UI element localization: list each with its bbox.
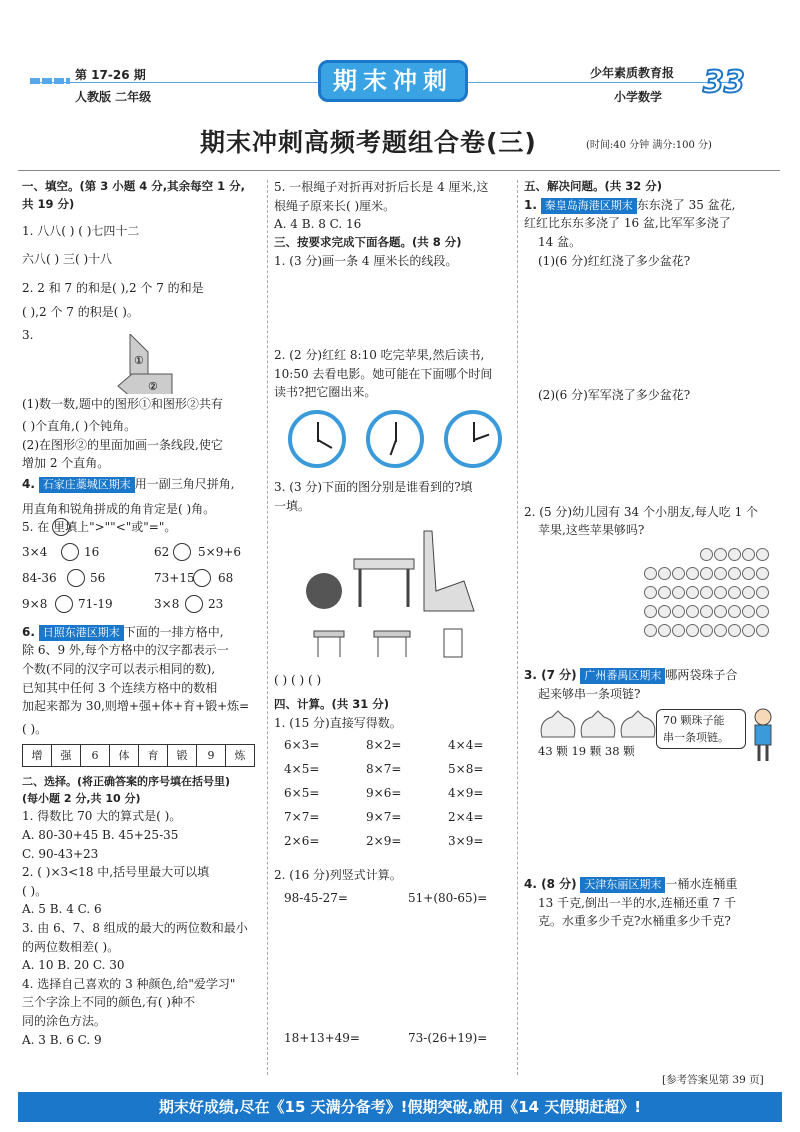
- grid-cell: 增: [23, 745, 52, 767]
- apple-icon: [742, 624, 755, 637]
- bubble-line-2: 串一条项链。: [663, 731, 729, 745]
- q5-cell: 56: [90, 570, 106, 585]
- column-3: [524, 178, 780, 1088]
- figure-label-1: ①: [134, 354, 144, 367]
- q4-tag: 石家庄藁城区期末: [39, 477, 135, 493]
- s5-q3-text: 哪两袋珠子合: [665, 667, 738, 682]
- header: [0, 0, 800, 120]
- math-item: 5×8=: [448, 762, 484, 777]
- q5-cell: 68: [218, 570, 234, 585]
- s1-q1b: 六八( ) 三( )十八: [22, 252, 113, 267]
- s4-q1: 1. (15 分)直接写得数。: [274, 715, 402, 730]
- apple-icon: [700, 586, 713, 599]
- apple-icon: [700, 567, 713, 580]
- s5-q1-num: 1.: [524, 197, 537, 212]
- section1-heading-2: 共 19 分): [22, 196, 75, 211]
- s3-q3a: 3. (3 分)下面的图分别是谁看到的?填: [274, 479, 473, 494]
- apple-icon: [728, 586, 741, 599]
- q5-cell: 9×8: [22, 596, 48, 611]
- newspaper-name: 少年素质教育报: [590, 66, 675, 80]
- answer-circle[interactable]: [61, 543, 79, 561]
- apple-icon: [714, 624, 727, 637]
- apples: [644, 548, 774, 648]
- apple-icon: [644, 624, 657, 637]
- calc-item: 73-(26+19)=: [408, 1030, 488, 1045]
- apple-icon: [700, 605, 713, 618]
- answer-reference: [参考答案见第 39 页]: [662, 1074, 764, 1086]
- apple-icon: [658, 586, 671, 599]
- s5-q2b: 苹果,这些苹果够吗?: [538, 523, 645, 538]
- page-number: 33: [703, 65, 745, 100]
- s1-q6f: ( )。: [22, 721, 48, 736]
- s5-q4b: 13 千克,倒出一半的水,连桶还重 7 千: [538, 895, 736, 910]
- math-item: 2×4=: [448, 810, 484, 825]
- s5-q4-text: 一桶水连桶重: [665, 877, 738, 892]
- s1-q6c: 个数(不同的汉字可以表示相同的数),: [22, 661, 216, 676]
- math-item: 4×9=: [448, 786, 484, 801]
- section4-heading: 四、计算。(共 31 分): [274, 696, 390, 711]
- boy-icon: [750, 707, 776, 763]
- angle-figure: [102, 334, 212, 394]
- grid-cell: 体: [110, 745, 139, 767]
- q5-cell: 84-36: [22, 570, 57, 585]
- s2-q2b: ( )。: [22, 883, 48, 898]
- apple-icon: [644, 605, 657, 618]
- apple-icon: [756, 586, 769, 599]
- apple-icon: [672, 624, 685, 637]
- apple-icon: [672, 605, 685, 618]
- section1-heading: 一、填空。(第 3 小题 4 分,其余每空 1 分,: [22, 179, 246, 193]
- apple-icon: [658, 624, 671, 637]
- s1-q3: 3.: [22, 328, 34, 342]
- apple-icon: [700, 548, 713, 561]
- s1-q3c: (2)在图形②的里面加画一条线段,使它: [22, 437, 223, 452]
- apple-icon: [742, 567, 755, 580]
- answer-space[interactable]: [524, 405, 780, 503]
- s1-q3b: ( )个直角,( )个钝角。: [22, 419, 137, 434]
- math-item: 4×5=: [284, 762, 320, 777]
- q5-row: [22, 543, 262, 569]
- banner-text: 期末冲刺: [333, 67, 453, 95]
- apple-icon: [686, 624, 699, 637]
- clock-hand-icon: [390, 440, 397, 456]
- answer-circle[interactable]: [67, 569, 85, 587]
- s1-q2b: ( ),2 个 7 的积是( )。: [22, 305, 139, 320]
- s2-q4c: 同的涂色方法。: [22, 1013, 107, 1028]
- s2-q2: 2. ( )×3<18 中,括号里最大可以填: [22, 865, 210, 880]
- s3-q1: 1. (3 分)画一条 4 厘米长的线段。: [274, 253, 458, 268]
- q5-cell: 3×8: [154, 596, 180, 611]
- apple-icon: [700, 624, 713, 637]
- footer-slogan: 期末好成绩,尽在《15 天满分备考》!假期突破,就用《14 天假期赶超》!: [158, 1098, 642, 1116]
- apple-icon: [728, 624, 741, 637]
- s1-q6: [22, 623, 262, 642]
- line-drawing-area[interactable]: [274, 270, 514, 346]
- s2-q4-opts: A. 3 B. 6 C. 9: [22, 1032, 102, 1047]
- apple-icon: [756, 567, 769, 580]
- apple-icon: [756, 624, 769, 637]
- page-title: 期末冲刺高频考题组合卷(三): [200, 128, 537, 157]
- bubble-line-1: 70 颗珠子能: [663, 714, 725, 728]
- math-item: 2×6=: [284, 834, 320, 849]
- q5-cell: 16: [84, 544, 100, 559]
- q5-cell: 73+15: [154, 570, 195, 585]
- s1-q6b: 除 6、9 外,每个方格中的汉字都表示一: [22, 643, 229, 658]
- mental-math-grid: [274, 736, 514, 866]
- apple-icon: [756, 548, 769, 561]
- edition: 人教版 二年级: [75, 90, 152, 104]
- apple-icon: [714, 605, 727, 618]
- s3-q3-blanks[interactable]: ( ) ( ) ( ): [274, 673, 322, 688]
- column-divider-1: [267, 180, 268, 1075]
- calc-item: 51+(80-65)=: [408, 890, 488, 905]
- q6-tag: 日照东港区期末: [39, 625, 124, 641]
- apple-icon: [658, 567, 671, 580]
- q5-cell: 71-19: [78, 596, 113, 611]
- s5-q1: [524, 196, 780, 215]
- grid-cell: 9: [197, 745, 226, 767]
- math-item: 8×7=: [366, 762, 402, 777]
- s3-q2c: 读书?把它圈出来。: [274, 385, 377, 400]
- math-item: 7×7=: [284, 810, 320, 825]
- apple-icon: [658, 605, 671, 618]
- s5-q4: [524, 875, 780, 894]
- s2-q1: 1. 得数比 70 大的算式是( )。: [22, 809, 182, 824]
- banner: [318, 60, 468, 102]
- s5-q3b: 起来够串一条项链?: [538, 686, 641, 701]
- clock-hand-icon: [474, 434, 490, 441]
- bag-counts: 43 颗 19 颗 38 颗: [538, 744, 635, 759]
- grid-cell: 炼: [226, 745, 255, 767]
- s2-q3b: 的两位数相差( )。: [22, 939, 120, 954]
- math-item: 9×7=: [366, 810, 402, 825]
- observer-scene-illustration: [274, 521, 504, 671]
- s2-q1-opts2: C. 90-43+23: [22, 846, 99, 861]
- apple-icon: [686, 567, 699, 580]
- vertical-calc: [274, 885, 514, 1085]
- s3-q2b: 10:50 去看电影。她可能在下面哪个时间: [274, 366, 493, 381]
- math-item: 8×2=: [366, 738, 402, 753]
- title-note: (时间:40 分钟 满分:100 分): [586, 140, 712, 151]
- period: 第 17-26 期: [75, 68, 146, 82]
- column-divider-2: [517, 180, 518, 1075]
- q5-grid: [22, 543, 262, 621]
- clock-hand-icon: [318, 439, 333, 449]
- s1-q4b: 用直角和锐角拼成的角肯定是( )角。: [22, 501, 216, 516]
- section3-heading: 三、按要求完成下面各题。(共 8 分): [274, 234, 462, 249]
- s4-q2: 2. (16 分)列竖式计算。: [274, 868, 402, 883]
- bag-icon: [538, 707, 658, 741]
- s3-q3b: 一填。: [274, 498, 311, 513]
- math-item: 6×5=: [284, 786, 320, 801]
- header-stripe-left: [30, 78, 70, 84]
- s5-q1c: 14 盆。: [538, 235, 582, 249]
- apple-icon: [728, 548, 741, 561]
- math-item: 2×9=: [366, 834, 402, 849]
- clock-icon[interactable]: [288, 410, 346, 468]
- section2-heading-2: (每小题 2 分,共 10 分): [22, 792, 141, 806]
- s5-q2a: 2. (5 分)幼儿园有 34 个小朋友,每人吃 1 个: [524, 504, 759, 519]
- s2-q2-opts: A. 5 B. 4 C. 6: [22, 902, 102, 917]
- s5-q3-num: 3. (7 分): [524, 667, 577, 682]
- calc-item: 98-45-27=: [284, 890, 348, 905]
- speech-bubble: [656, 709, 746, 749]
- s1-q2a: 2. 2 和 7 的和是( ),2 个 7 的和是: [22, 280, 204, 295]
- math-item: 4×4=: [448, 738, 484, 753]
- apple-grid-illustration: [524, 548, 780, 652]
- apple-icon: [742, 586, 755, 599]
- s1-q3d: 增加 2 个直角。: [22, 456, 110, 471]
- answer-space[interactable]: [524, 771, 780, 875]
- s2-q4: 4. 选择自己喜欢的 3 种颜色,给"爱学习": [22, 976, 236, 991]
- answer-space[interactable]: [524, 270, 780, 386]
- math-item: 9×6=: [366, 786, 402, 801]
- s5-q1-text: 东东浇了 35 盆花,: [636, 197, 736, 212]
- answer-circle[interactable]: [193, 569, 211, 587]
- q5-cell: 5×9+6: [198, 544, 242, 559]
- s3-q2a: 2. (2 分)红红 8:10 吃完苹果,然后读书,: [274, 348, 485, 363]
- q5-row: [22, 595, 262, 621]
- apple-icon: [728, 605, 741, 618]
- s2-q5-opts: A. 4 B. 8 C. 16: [274, 217, 362, 232]
- s2-q3-opts: A. 10 B. 20 C. 30: [22, 958, 125, 973]
- grid-cell: 锻: [168, 745, 197, 767]
- s2-q5: 5. 一根绳子对折再对折后长是 4 厘米,这: [274, 180, 489, 194]
- s1-q3a: (1)数一数,题中的图形①和图形②共有: [22, 396, 223, 411]
- s5-q3: [524, 666, 780, 685]
- s5-q1-tag: 秦皇岛海港区期末: [541, 198, 637, 214]
- s2-q1-opts: A. 80-30+45 B. 45+25-35: [22, 828, 179, 842]
- s1-q4: [22, 475, 262, 494]
- q5-row: [22, 569, 262, 595]
- apple-icon: [742, 548, 755, 561]
- grid-cell: 强: [52, 745, 81, 767]
- s2-q5b: 根绳子原来长( )厘米。: [274, 198, 396, 213]
- apple-icon: [756, 605, 769, 618]
- q6-text: 下面的一排方格中,: [123, 624, 224, 639]
- s5-q4-tag: 天津东丽区期末: [580, 877, 665, 893]
- column-1: [22, 178, 262, 1088]
- apple-icon: [686, 605, 699, 618]
- subject: 小学数学: [614, 90, 663, 104]
- section2-heading: 二、选择。(将正确答案的序号填在括号里): [22, 775, 231, 789]
- s2-q3: 3. 由 6、7、8 组成的最大的两位数和最小: [22, 920, 248, 935]
- title-rule: [18, 170, 780, 171]
- section5-heading: 五、解决问题。(共 32 分): [524, 179, 663, 193]
- q6-grid: [22, 744, 255, 767]
- apple-icon: [728, 567, 741, 580]
- answer-circle[interactable]: [185, 595, 203, 613]
- s1-q1a: 1. 八八( ) ( )七四十二: [22, 223, 140, 238]
- apple-icon: [714, 567, 727, 580]
- clock-icon[interactable]: [366, 410, 424, 468]
- s5-q4c: 克。水重多少千克?水桶重多少千克?: [538, 914, 731, 929]
- apple-icon: [672, 586, 685, 599]
- answer-circle[interactable]: [173, 543, 191, 561]
- apple-icon: [672, 567, 685, 580]
- bead-bags-illustration: [524, 707, 780, 771]
- s5-q1-sub2: (2)(6 分)军军浇了多少盆花?: [538, 388, 691, 403]
- math-item: 3×9=: [448, 834, 484, 849]
- q4-text: 用一副三角尺拼角,: [134, 476, 235, 491]
- s5-q3-tag: 广州番禺区期末: [580, 668, 665, 684]
- clock-icon[interactable]: [444, 410, 502, 468]
- q5-text: 5. 在 里填上">""<"或"="。: [22, 520, 177, 535]
- math-item: 6×3=: [284, 738, 320, 753]
- apple-icon: [714, 586, 727, 599]
- column-2: [274, 178, 514, 1088]
- answer-space[interactable]: [524, 652, 780, 666]
- q5-cell: 3×4: [22, 544, 48, 559]
- grid-cell: 育: [139, 745, 168, 767]
- apple-icon: [644, 586, 657, 599]
- q6-num: 6.: [22, 624, 35, 639]
- q5-cell: 23: [208, 596, 224, 611]
- apple-icon: [742, 605, 755, 618]
- figure-label-2: ②: [148, 380, 158, 393]
- footer-banner: [18, 1092, 782, 1122]
- s2-q4b: 三个字涂上不同的颜色,有( )种不: [22, 995, 195, 1010]
- q4-num: 4.: [22, 476, 35, 491]
- grid-cell: 6: [81, 745, 110, 767]
- q5-cell: 62: [154, 544, 170, 559]
- clocks: [274, 408, 514, 478]
- s1-q6e: 加起来都为 30,则增+强+体+育+锻+炼=: [22, 699, 250, 714]
- s5-q4-num: 4. (8 分): [524, 877, 577, 892]
- calc-item: 18+13+49=: [284, 1030, 360, 1045]
- answer-circle[interactable]: [55, 595, 73, 613]
- apple-icon: [714, 548, 727, 561]
- s5-q1-sub1: (1)(6 分)红红浇了多少盆花?: [538, 253, 691, 268]
- s1-q5: [22, 518, 262, 537]
- apple-icon: [686, 586, 699, 599]
- s5-q1b: 红红比东东多浇了 16 盆,比军军多浇了: [524, 216, 731, 231]
- s1-q6d: 已知其中任何 3 个连续方格中的数相: [22, 680, 218, 695]
- apple-icon: [644, 567, 657, 580]
